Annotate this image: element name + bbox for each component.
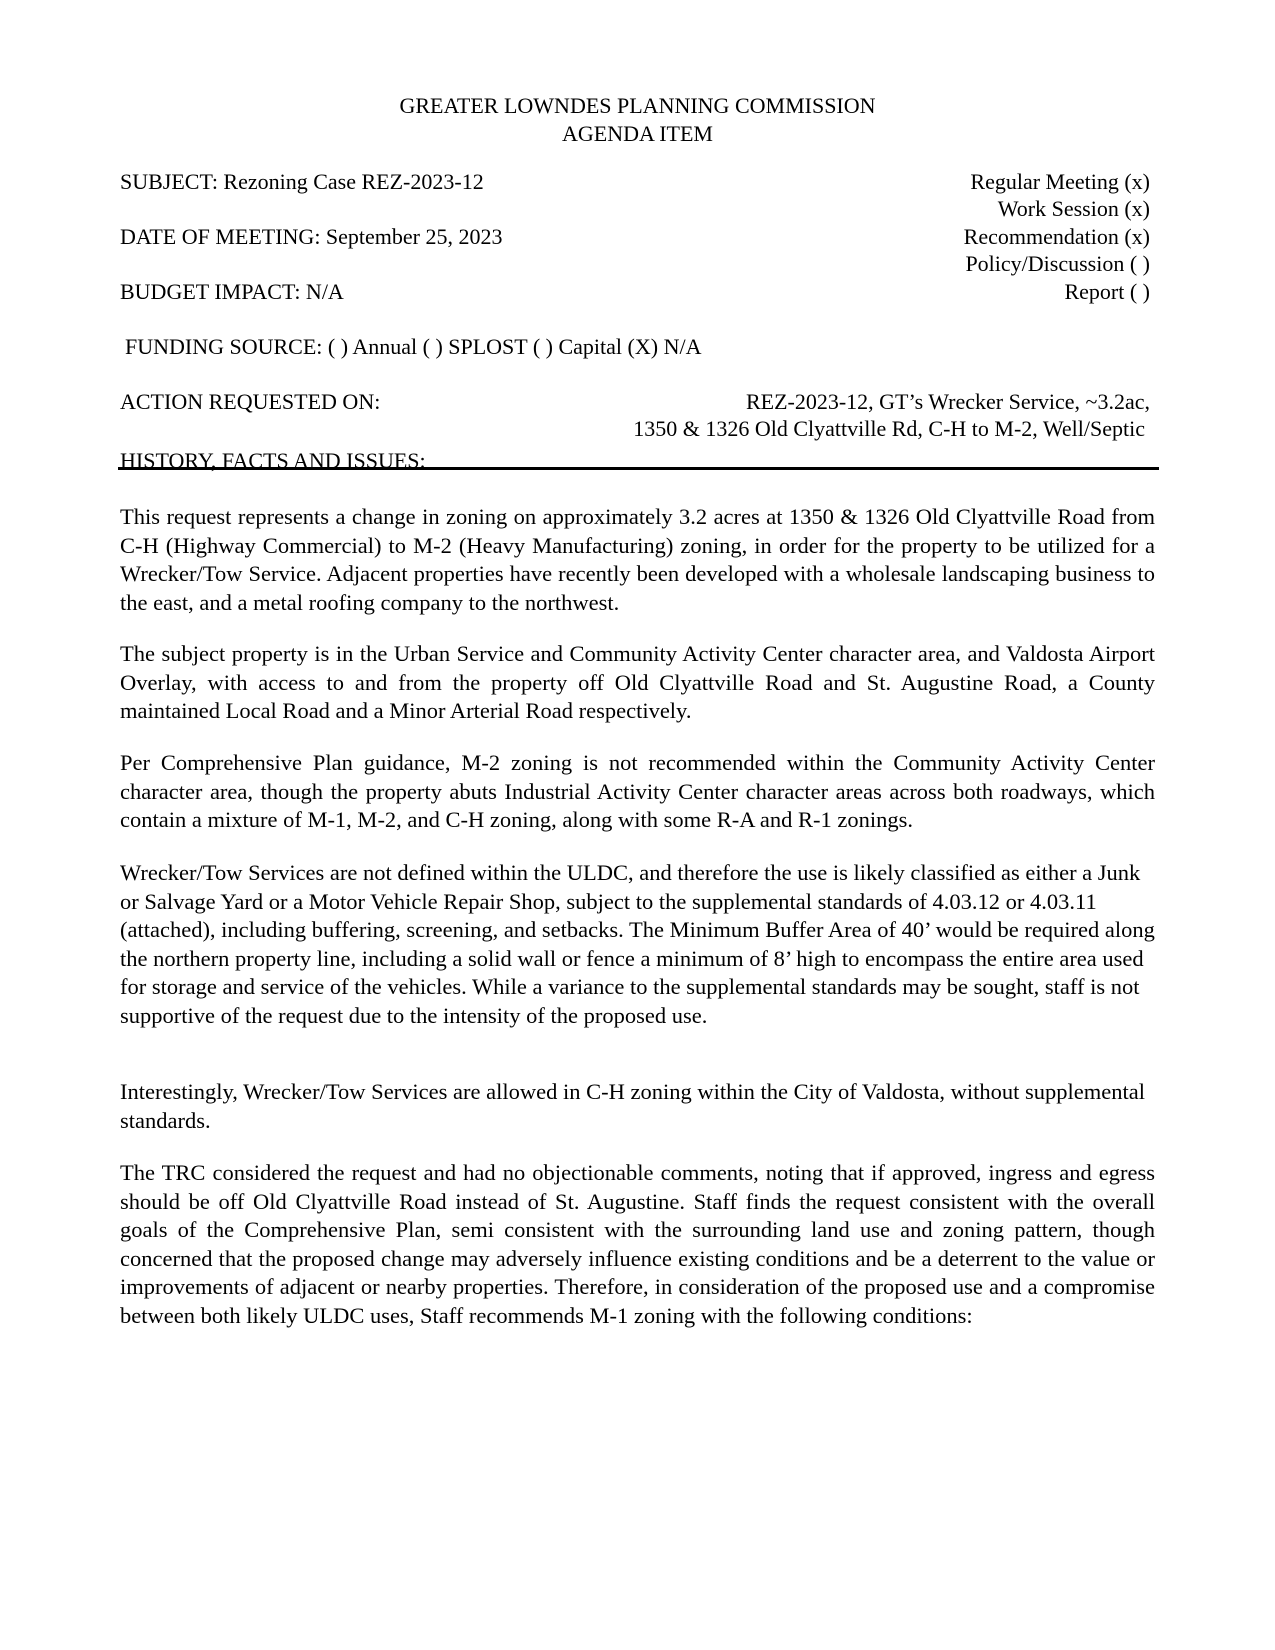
document-title: GREATER LOWNDES PLANNING COMMISSION (399, 93, 876, 118)
paragraph-city-valdosta: Interestingly, Wrecker/Tow Services are allowed in C-H zoning within the City of Valdosta, without supplemental standards. (120, 1079, 1146, 1133)
subject-line: SUBJECT: Rezoning Case REZ-2023-12 (120, 169, 484, 194)
meeting-type-work-session: Work Session (x) (997, 196, 1150, 221)
document-subtitle: AGENDA ITEM (562, 121, 713, 146)
budget-impact: BUDGET IMPACT: N/A (120, 279, 344, 304)
paragraph-rezoning-request: This request represents a change in zoning on approximately 3.2 acres at 1350 & 1326 Old Clyattville Road from C-H (Highway Commercial) to M-2 (Heavy Manufacturing) zoning, in order for the property to be utilized for a Wrecker/Tow Service. Adjacent properties have recently been developed with a wholesale landscaping business to the east, and a metal roofing company to the northwest. (120, 504, 1155, 615)
funding-source: FUNDING SOURCE: ( ) Annual ( ) SPLOST ( ) Capital (X) N/A (125, 334, 702, 359)
paragraph-trc-recommendation: The TRC considered the request and had no objectionable comments, noting that if approved, ingress and egress should be off Old Clyattville Road instead of St. Augustine. Staff finds the request consistent with the overall goals of the Comprehensive Plan, semi consistent with the surrounding land use and zoning pattern, though concerned that the proposed change may adversely influence existing conditions and be a deterrent to the value or improvements of adjacent or nearby properties. Therefore, in consideration of the proposed use and a compromise between both likely ULDC uses, Staff recommends M-1 zoning with the following conditions: (120, 1160, 1155, 1328)
meeting-type-policy-discussion: Policy/Discussion ( ) (965, 251, 1150, 276)
history-heading: HISTORY, FACTS AND ISSUES: (120, 448, 426, 473)
action-requested-line-2: 1350 & 1326 Old Clyattville Rd, C-H to M-2, Well/Septic (633, 416, 1145, 441)
meeting-type-recommendation: Recommendation (x) (963, 224, 1150, 249)
meeting-type-regular: Regular Meeting (x) (970, 169, 1150, 194)
paragraph-wrecker-services: Wrecker/Tow Services are not defined within the ULDC, and therefore the use is likely classified as either a Junk or Salvage Yard or a Motor Vehicle Repair Shop, subject to the supplemental standards of 4.03.12 or 4.03.11 (attached), including buffering, screening, and setbacks. The Minimum Buffer Area of 40’ would be required along the northern property line, including a solid wall or fence a minimum of 8’ high to encompass the entire area used for storage and service of the vehicles. While a variance to the supplemental standards may be sought, staff is not supportive of the request due to the intensity of the proposed use. (120, 860, 1155, 1028)
action-requested-line-1: REZ-2023-12, GT’s Wrecker Service, ~3.2ac, (745, 389, 1150, 414)
paragraph-subject-property: The subject property is in the Urban Service and Community Activity Center character area, and Valdosta Airport Overlay, with access to and from the property off Old Clyattville Road and St. Augustine Road, a County maintained Local Road and a Minor Arterial Road respectively. (120, 641, 1155, 724)
date-of-meeting: DATE OF MEETING: September 25, 2023 (120, 224, 503, 249)
paragraph-comprehensive-plan: Per Comprehensive Plan guidance, M-2 zoning is not recommended within the Community Activity Center character area, though the property abuts Industrial Activity Center character areas across both roadways, which contain a mixture of M-1, M-2, and C-H zoning, along with some R-A and R-1 zonings. (120, 750, 1155, 833)
action-requested-label: ACTION REQUESTED ON: (120, 389, 381, 414)
meeting-type-report: Report ( ) (1064, 279, 1150, 304)
